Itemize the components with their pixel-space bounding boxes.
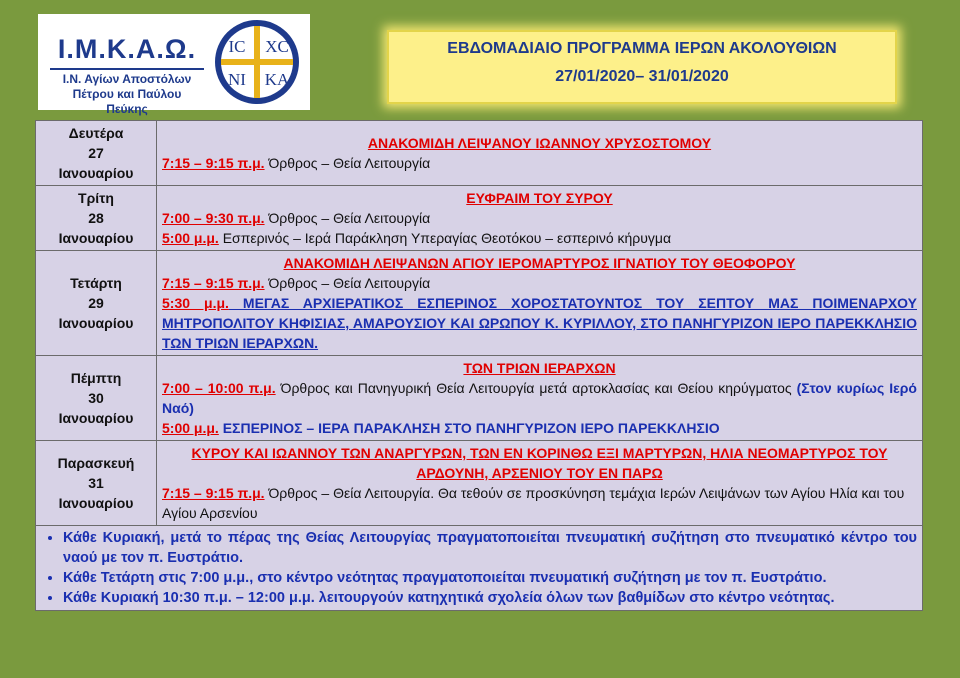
logo-divider: [50, 68, 204, 70]
header-dates: 27/01/2020– 31/01/2020: [555, 68, 729, 85]
services-cell: [157, 441, 923, 526]
service-text: Όρθρος – Θεία Λειτουργία: [264, 275, 431, 291]
seal-ic: IC: [228, 37, 246, 56]
services-cell: [157, 121, 923, 186]
services-cell: [157, 356, 923, 441]
service-text: Εσπερινός – Ιερά Παράκληση Υπεραγίας Θεοτόκου – εσπερινό κήρυγμα: [218, 230, 672, 246]
services-cell: [157, 186, 923, 251]
service-time: 7:15 – 9:15 π.μ.: [162, 275, 265, 291]
service-time: 7:15 – 9:15 π.μ.: [162, 485, 265, 501]
table-row: [36, 356, 923, 441]
day-number: 30: [88, 390, 104, 406]
cross-seal-icon: [213, 18, 301, 106]
service-text: ΜΕΓΑΣ ΑΡΧΙΕΡΑΤΙΚΟΣ ΕΣΠΕΡΙΝΟΣ ΧΟΡΟΣΤΑΤΟΥΝΤΟΣ ΤΟΥ ΣΕΠΤΟΥ ΜΑΣ ΠΟΙΜΕΝΑΡΧΟΥ ΜΗΤΡΟΠΟΛΙΤΟΥ ΚΗΦΙΣΙΑΣ, ΑΜΑΡΟΥΣΙΟΥ ΚΑΙ ΩΡΩΠΟΥ Κ. ΚΥΡΙΛΛΟΥ, ΣΤΟ ΠΑΝΗΓΥΡΙΖΟΝ ΙΕΡΟ ΠΑΡΕΚΚΛΗΣΙΟ ΤΩΝ ΤΡΙΩΝ ΙΕΡΑΡΧΩΝ.: [162, 295, 917, 351]
feast-title: ΑΝΑΚΟΜΙΔΗ ΛΕΙΨΑΝΟΥ ΙΩΑΝΝΟΥ ΧΡΥΣΟΣΤΟΜΟΥ: [367, 135, 712, 151]
table-row: [36, 441, 923, 526]
service-text: ΕΣΠΕΡΙΝΟΣ – ΙΕΡΑ ΠΑΡΑΚΛΗΣΗ ΣΤΟ ΠΑΝΗΓΥΡΙΖΟΝ ΙΕΡΟ ΠΑΡΕΚΚΛΗΣΙΟ: [218, 420, 720, 436]
service-text: Όρθρος – Θεία Λειτουργία. Θα τεθούν σε προσκύνηση τεμάχια Ιερών Λειψάνων των Αγίου Ηλία και του Αγίου Αρσενίου: [162, 485, 905, 521]
month: Ιανουαρίου: [58, 495, 134, 511]
weekday: Δευτέρα: [68, 125, 124, 141]
schedule-table: [35, 120, 923, 611]
service-text: Όρθρος και Πανηγυρική Θεία Λειτουργία μετά αρτοκλασίας και Θείου κηρύγματος: [275, 380, 797, 396]
day-number: 27: [88, 145, 104, 161]
seal-xc: XC: [265, 37, 289, 56]
month: Ιανουαρίου: [58, 230, 134, 246]
service-line: [162, 418, 917, 438]
month: Ιανουαρίου: [58, 315, 134, 331]
weekday: Τετάρτη: [70, 275, 122, 291]
schedule-header: [387, 30, 897, 104]
day-number: 31: [88, 475, 104, 491]
header-title: ΕΒΔΟΜΑΔΙΑΙΟ ΠΡΟΓΡΑΜΜΑ ΙΕΡΩΝ ΑΚΟΛΟΥΘΙΩΝ: [447, 40, 837, 57]
service-text: Όρθρος – Θεία Λειτουργία: [264, 210, 431, 226]
month: Ιανουαρίου: [58, 165, 134, 181]
service-line: [162, 293, 917, 353]
feast-title: ΤΩΝ ΤΡΙΩΝ ΙΕΡΑΡΧΩΝ: [463, 360, 616, 376]
logo-title: Ι.Μ.Κ.Α.Ω.: [57, 34, 197, 64]
table-row: [36, 251, 923, 356]
notes-list: [41, 528, 917, 608]
logo-subtitle: [48, 72, 206, 117]
feast-title: ΑΝΑΚΟΜΙΔΗ ΛΕΙΨΑΝΩΝ ΑΓΙΟΥ ΙΕΡΟΜΑΡΤΥΡΟΣ ΙΓΝΑΤΙΟΥ ΤΟΥ ΘΕΟΦΟΡΟΥ: [283, 255, 796, 271]
seal-ni: NI: [228, 70, 246, 89]
list-item: • Κάθε Κυριακή 10:30 π.μ. – 12:00 μ.μ. λειτουργούν κατηχητικά σχολεία όλων των βαθμίδων στο κέντρο νεότητας.: [63, 588, 917, 608]
day-number: 29: [88, 295, 104, 311]
church-logo: [38, 14, 310, 116]
feast-title: ΚΥΡΟΥ ΚΑΙ ΙΩΑΝΝΟΥ ΤΩΝ ΑΝΑΡΓΥΡΩΝ, ΤΩΝ ΕΝ ΚΟΡΙΝΘΩ ΕΞΙ ΜΑΡΤΥΡΩΝ, ΗΛΙΑ ΝΕΟΜΑΡΤΥΡΟΣ ΤΟΥ ΑΡΔΟΥΝΗ, ΑΡΣΕΝΙΟΥ ΤΟΥ ΕΝ ΠΑΡΩ: [191, 445, 888, 481]
service-line: [162, 228, 917, 248]
service-line: [162, 378, 917, 418]
weekday: Τρίτη: [78, 190, 114, 206]
service-line: [162, 273, 917, 293]
notes-cell: [36, 526, 923, 611]
service-time: 5:30 μ.μ.: [162, 295, 229, 311]
table-row: [36, 121, 923, 186]
service-time: 5:00 μ.μ.: [162, 420, 219, 436]
weekday: Παρασκευή: [57, 455, 135, 471]
service-text: Όρθρος – Θεία Λειτουργία: [264, 155, 431, 171]
logo-line-1: Ι.Ν. Αγίων Αποστόλων: [62, 72, 192, 86]
logo-line-2: Πέτρου και Παύλου: [72, 87, 182, 101]
service-location: (Στον κυρίως Ιερό Ναό): [162, 380, 917, 416]
service-time: 7:00 – 9:30 π.μ.: [162, 210, 265, 226]
day-number: 28: [88, 210, 104, 226]
services-cell: [157, 251, 923, 356]
list-item: • Κάθε Κυριακή, μετά το πέρας της Θείας Λειτουργίας πραγματοποιείται πνευματική συζήτηση στο πνευματικό κέντρο του ναού με τον π. Ευστράτιο.: [63, 528, 917, 568]
table-row: [36, 526, 923, 611]
service-line: [162, 208, 917, 228]
day-cell: [36, 121, 157, 186]
service-time: 7:15 – 9:15 π.μ.: [162, 155, 265, 171]
list-item: • Κάθε Τετάρτη στις 7:00 μ.μ., στο κέντρο νεότητας πραγματοποιείται πνευματική συζήτηση με τον π. Ευστράτιο.: [63, 568, 917, 588]
logo-line-3: Πεύκης: [106, 102, 148, 116]
seal-ka: KA: [264, 70, 290, 89]
feast-title: ΕΥΦΡΑΙΜ ΤΟΥ ΣΥΡΟΥ: [466, 190, 613, 206]
service-time: 7:00 – 10:00 π.μ.: [162, 380, 276, 396]
service-line: [162, 153, 917, 173]
weekday: Πέμπτη: [70, 370, 122, 386]
day-cell: [36, 441, 157, 526]
day-cell: [36, 251, 157, 356]
day-cell: [36, 356, 157, 441]
day-cell: [36, 186, 157, 251]
table-row: [36, 186, 923, 251]
service-line: [162, 483, 917, 523]
service-time: 5:00 μ.μ.: [162, 230, 219, 246]
month: Ιανουαρίου: [58, 410, 134, 426]
